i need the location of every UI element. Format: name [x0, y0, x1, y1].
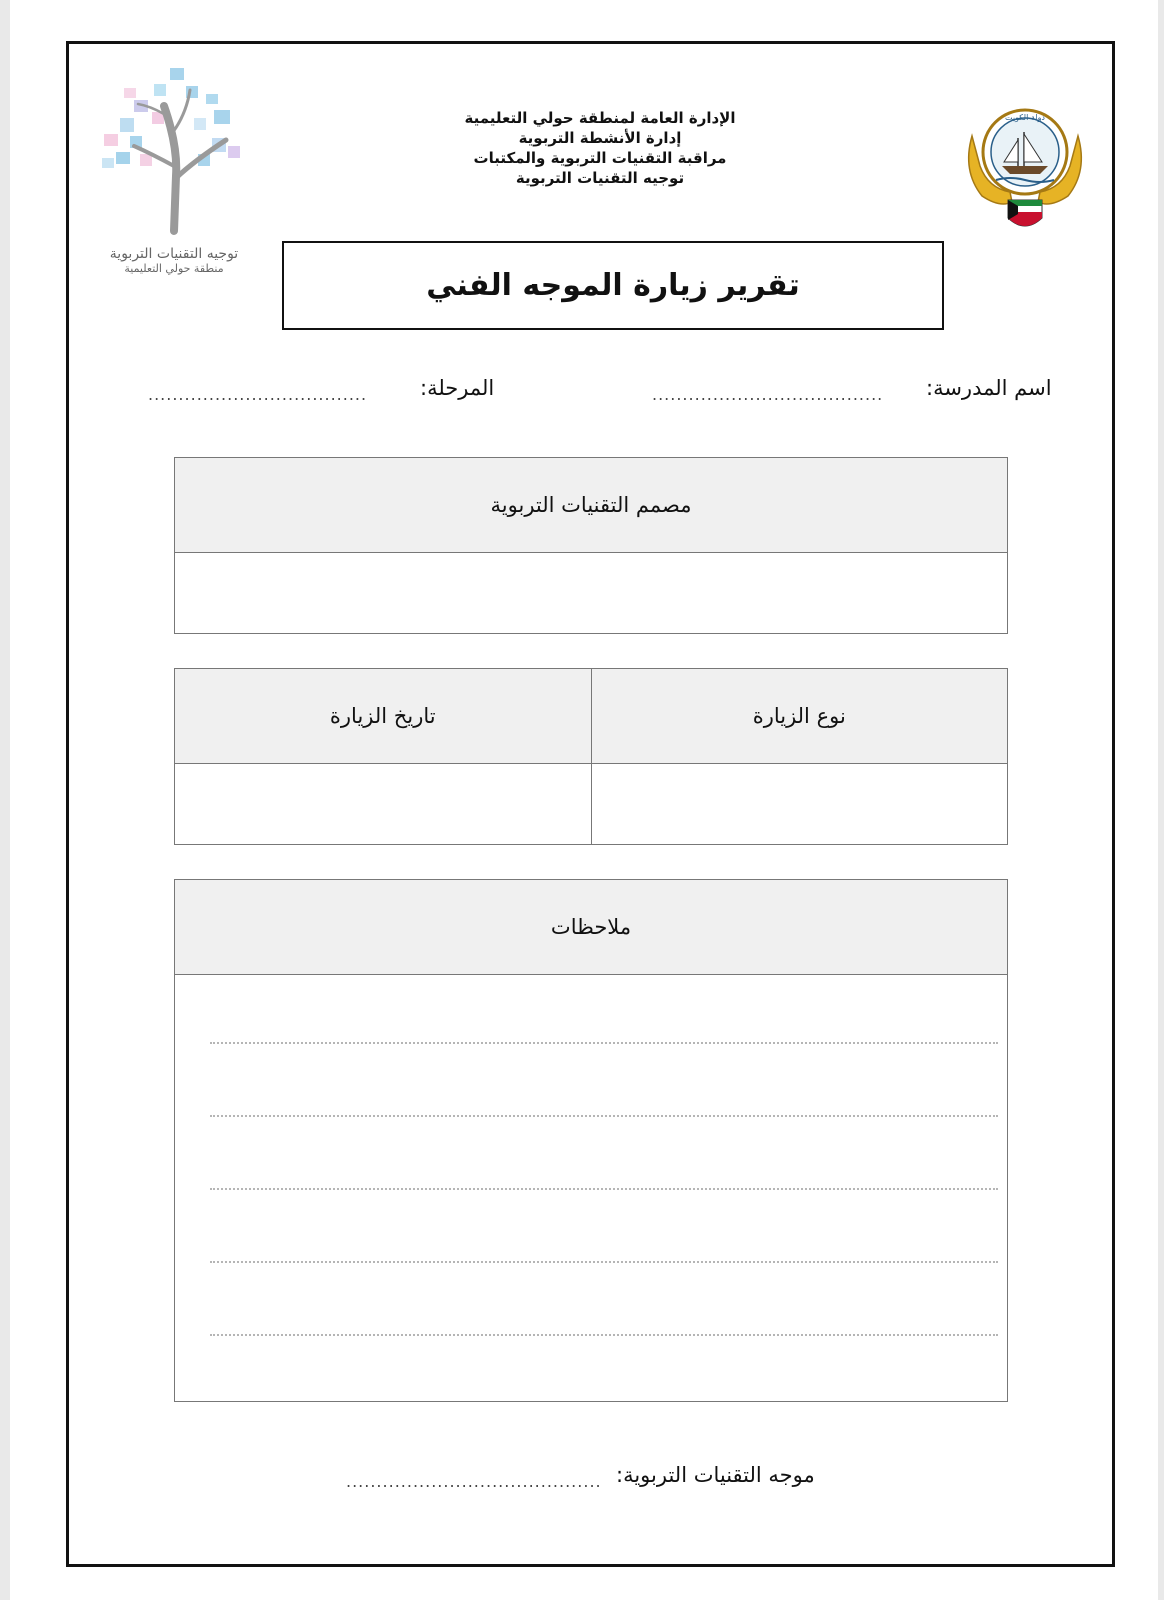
notes-line	[210, 1188, 998, 1190]
notes-line	[210, 1042, 998, 1044]
notes-line	[210, 1334, 998, 1336]
header-line: الإدارة العامة لمنطقة حولي التعليمية	[464, 109, 736, 127]
school-name-label: اسم المدرسة:	[926, 376, 1052, 400]
visit-type-cell[interactable]	[591, 764, 1008, 845]
visit-date-header: تاريخ الزيارة	[175, 669, 592, 764]
document-page	[10, 0, 1158, 1600]
tree-logo-subcaption: منطقة حولي التعليمية	[124, 262, 224, 275]
stage-dots[interactable]: ....................................	[148, 385, 368, 404]
designer-cell[interactable]	[175, 553, 1008, 634]
designer-header: مصمم التقنيات التربوية	[175, 458, 1008, 553]
notes-table	[174, 879, 1008, 1402]
tree-logo-caption: توجيه التقنيات التربوية	[109, 246, 239, 262]
tree-logo-icon	[94, 66, 254, 236]
notes-line	[210, 1115, 998, 1117]
header-line: إدارة الأنشطة التربوية	[518, 129, 682, 147]
designer-table	[174, 457, 1008, 634]
notes-header: ملاحظات	[175, 880, 1008, 975]
visit-date-cell[interactable]	[175, 764, 592, 845]
tree-logo	[94, 66, 254, 286]
stage-label: المرحلة:	[420, 376, 495, 400]
supervisor-dots[interactable]: ..........................................	[346, 1472, 602, 1491]
notes-line	[210, 1261, 998, 1263]
kuwait-emblem-icon	[960, 96, 1090, 236]
supervisor-label: موجه التقنيات التربوية:	[616, 1463, 815, 1487]
header-block	[430, 108, 770, 188]
school-name-dots[interactable]: ......................................	[652, 385, 884, 404]
header-line: مراقبة التقنيات التربوية والمكتبات	[473, 149, 727, 167]
visit-table	[174, 668, 1008, 845]
kuwait-emblem	[960, 96, 1090, 236]
report-title: تقرير زيارة الموجه الفني	[282, 241, 944, 330]
emblem-text: دولة الكويت	[1005, 113, 1045, 122]
visit-type-header: نوع الزيارة	[591, 669, 1008, 764]
header-line: توجيه التقنيات التربوية	[515, 169, 685, 187]
